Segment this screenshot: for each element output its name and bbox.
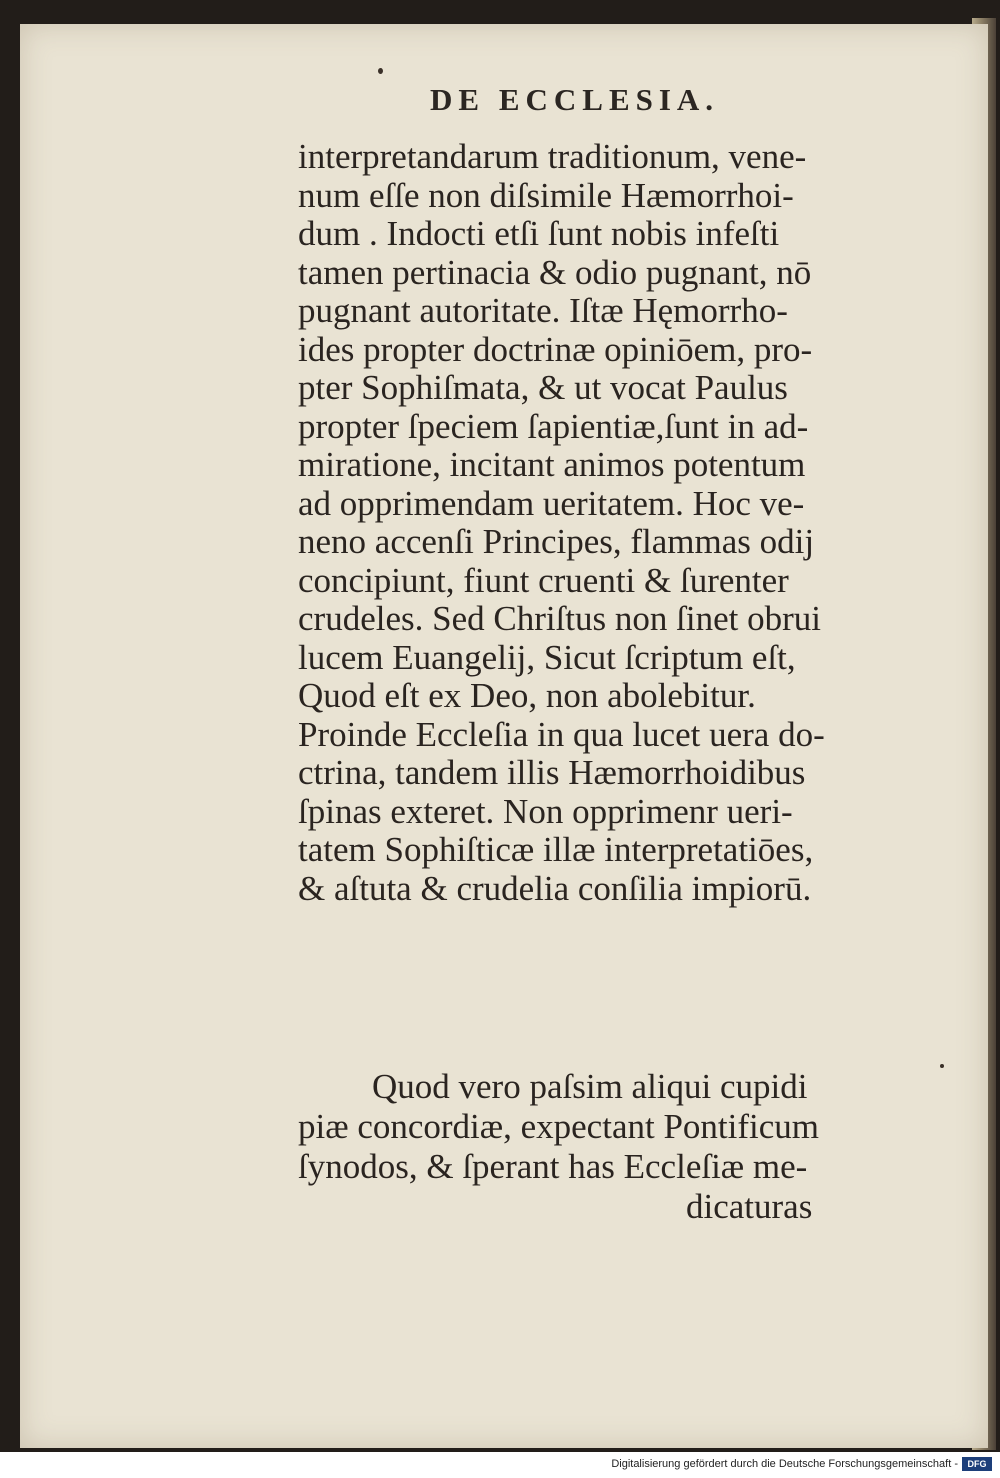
text-line: Proinde Eccleſia in qua lucet uera do- [298, 714, 825, 754]
text-line: crudeles. Sed Chriſtus non ſinet obrui [298, 599, 821, 638]
funding-notice: Digitalisierung gefördert durch die Deutsche Forschungsgemeinschaft - [611, 1458, 958, 1470]
text-line: interpretandarum traditionum, vene- [298, 137, 807, 176]
text-line: propter ſpeciem ſapientiæ,ſunt in ad- [298, 406, 809, 446]
text-line: piæ concordiæ, expectant Pontificum [298, 1107, 820, 1146]
paragraph-1 [298, 138, 938, 908]
text-line: ſynodos, & ſperant has Eccleſiæ me- [298, 1147, 808, 1186]
text-line: Quod vero paſsim aliqui cupidi [372, 1067, 808, 1106]
text-line: Quod eſt ex Deo, non abolebitur. [298, 676, 756, 715]
catchword: dicaturas [686, 1187, 813, 1226]
text-line: pugnant autoritate. Iſtæ Hęmorrho- [298, 291, 788, 330]
text-line: ad opprimendam ueritatem. Hoc ve- [298, 483, 805, 523]
text-line: neno accenſi Principes, flammas odij [298, 522, 815, 561]
running-header: DE ECCLESIA. [430, 82, 720, 117]
paragraph-2 [298, 1067, 938, 1227]
text-line: dum . Indocti etſi ſunt nobis infeſti [298, 214, 780, 253]
dfg-logo: DFG [962, 1457, 992, 1471]
text-line: pter Sophiſmata, & ut vocat Paulus [298, 368, 788, 407]
text-line: ctrina, tandem illis Hæmorrhoidibus [298, 753, 806, 792]
text-line: & aſtuta & crudelia conſilia impiorū. [298, 868, 812, 908]
text-line: miratione, incitant animos potentum [298, 445, 806, 484]
text-line: concipiunt, fiunt cruenti & ſurenter [298, 560, 789, 600]
text-line: tamen pertinacia & odio pugnant, nō [298, 252, 812, 292]
ink-speck [940, 1064, 944, 1068]
text-line: ides propter doctrinæ opiniōem, pro- [298, 329, 813, 369]
text-line: num eſſe non diſsimile Hæmorrhoi- [298, 175, 794, 215]
text-line: lucem Euangelij, Sicut ſcriptum eſt, [298, 637, 796, 677]
digitization-footer [0, 1452, 1000, 1478]
text-line: tatem Sophiſticæ illæ interpretatiōes, [298, 830, 814, 869]
ink-speck [378, 68, 383, 74]
text-line: ſpinas exteret. Non opprimenr ueri- [298, 791, 793, 831]
